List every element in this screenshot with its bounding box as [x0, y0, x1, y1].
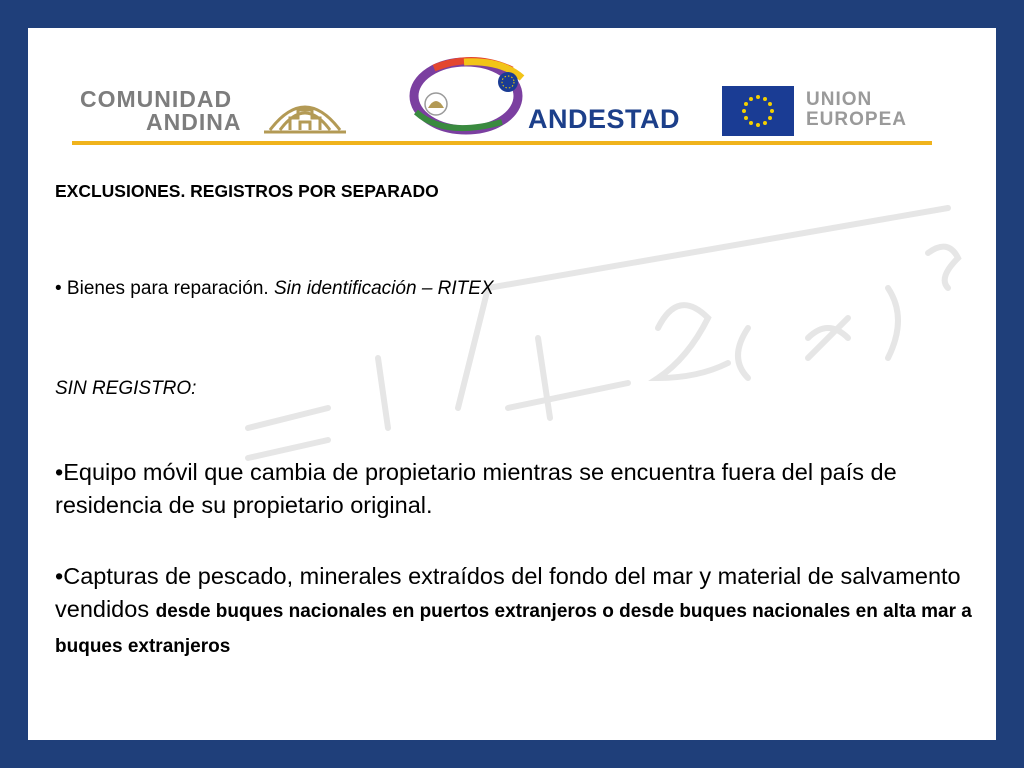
sin-registro-label: SIN REGISTRO:	[55, 378, 197, 399]
slide-content	[28, 28, 996, 740]
item-capturas-normal: •Capturas de pescado, minerales extraídos del fondo del mar y material de salvamento vendidos	[55, 563, 961, 622]
slide-heading: EXCLUSIONES. REGISTROS POR SEPARADO	[55, 181, 439, 201]
comunidad-andina-line2: ANDINA	[146, 109, 242, 135]
bullet-bienes-italic: Sin identificación – RITEX	[273, 278, 494, 299]
slide	[28, 28, 996, 740]
item-capturas-bold: desde buques nacionales en puertos extranjeros o desde buques nacionales en alta mar a buques extranjeros	[55, 601, 972, 657]
comunidad-andina-line1: COMUNIDAD	[80, 86, 233, 112]
item-equipo-movil: •Equipo móvil que cambia de propietario mientras se encuentra fuera del país de residencia de su propietario original.	[55, 459, 897, 518]
item-capturas-pescado	[55, 560, 985, 663]
andestad-logo-text: ANDESTAD	[528, 104, 680, 134]
union-europea-line2: EUROPEA	[806, 109, 907, 130]
union-europea-line1: UNION	[806, 89, 873, 110]
bullet-bienes-reparacion	[55, 278, 494, 300]
bullet-bienes-text: • Bienes para reparación.	[55, 278, 274, 299]
